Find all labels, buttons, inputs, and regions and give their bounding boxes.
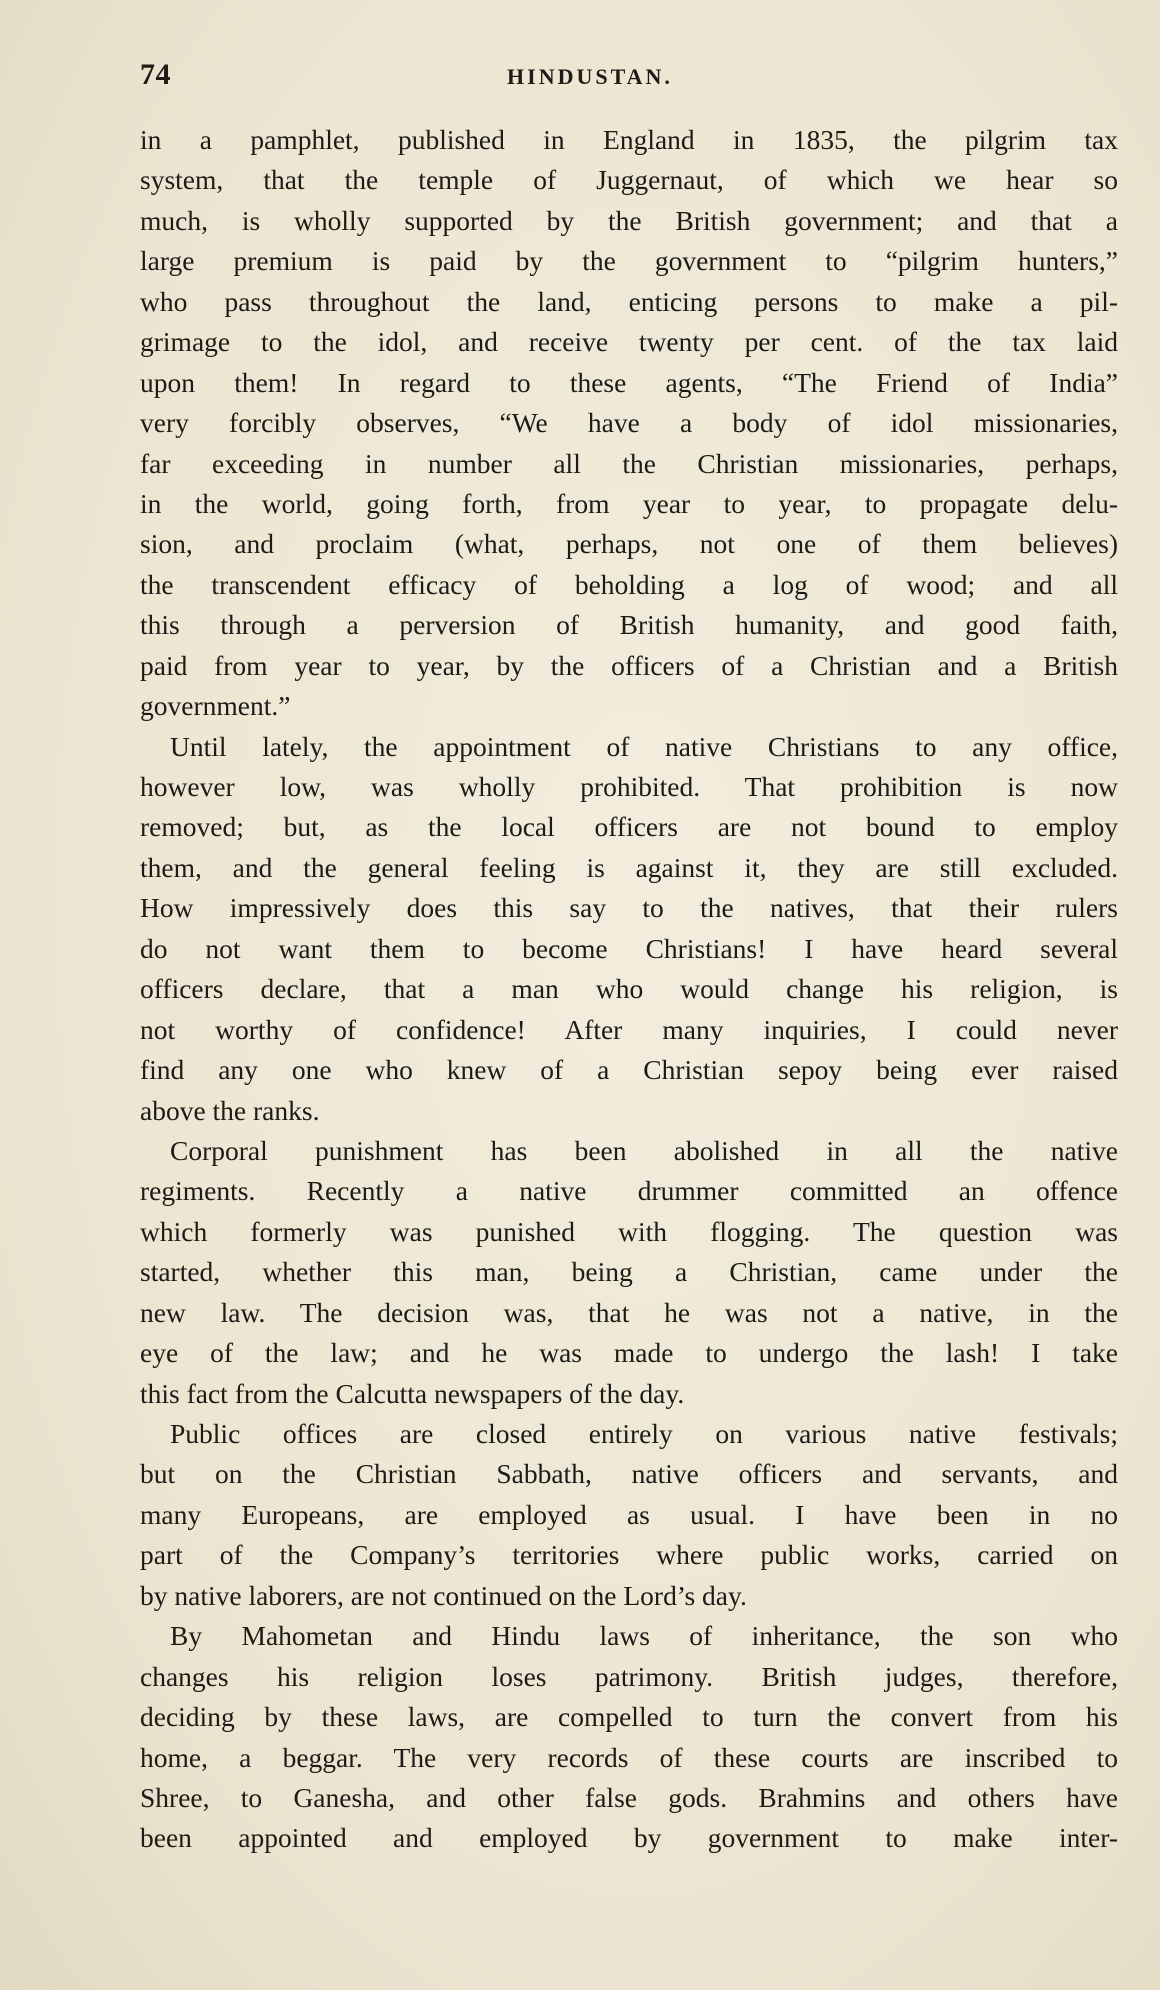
text-line: eye of the law; and he was made to undergo the lash! I take [140,1337,1118,1369]
text-line: very forcibly observes, “We have a body of idol missionaries, [140,407,1118,439]
text-line: far exceeding in number all the Christian missionaries, perhaps, [140,447,1118,479]
text-line: do not want them to become Christians! I have heard several [140,932,1118,964]
text-line: started, whether this man, being a Christian, came under the [140,1256,1118,1288]
text-line: home, a beggar. The very records of these courts are inscribed to [140,1741,1118,1773]
text-line: which formerly was punished with flogging. The question was [140,1215,1118,1247]
text-line: but on the Christian Sabbath, native officers and servants, and [140,1458,1118,1490]
text-line: above the ranks. [140,1094,320,1126]
text-line: in a pamphlet, published in England in 1835, the pilgrim tax [140,124,1118,155]
text-line: How impressively does this say to the natives, that their rulers [140,892,1118,924]
text-line: been appointed and employed by government to make inter- [140,1822,1118,1854]
body-text [140,120,1118,1859]
text-line: them, and the general feeling is against it, they are still excluded. [140,851,1118,883]
text-line: not worthy of confidence! After many inquiries, I could never [140,1013,1118,1045]
text-line: sion, and proclaim (what, perhaps, not one of them believes) [140,528,1118,560]
text-line: grimage to the idol, and receive twenty per cent. of the tax laid [140,326,1118,358]
text-line: upon them! In regard to these agents, “The Friend of India” [140,366,1118,398]
text-line: government.” [140,690,291,722]
running-head: HINDUSTAN. [507,64,673,89]
text-line: many Europeans, are employed as usual. I have been in no [140,1498,1118,1530]
text-line: much, is wholly supported by the British government; and that a [140,204,1118,236]
text-line: part of the Company’s territories where public works, carried on [140,1539,1118,1571]
text-line: new law. The decision was, that he was not a native, in the [140,1296,1118,1328]
text-line: Public offices are closed entirely on various native festivals; [170,1418,1118,1449]
text-line: deciding by these laws, are compelled to turn the convert from his [140,1701,1118,1733]
text-line: changes his religion loses patrimony. British judges, therefore, [140,1660,1118,1692]
text-line: the transcendent efficacy of beholding a log of wood; and all [140,568,1118,600]
text-line: paid from year to year, by the officers of a Christian and a British [140,649,1118,681]
text-line: in the world, going forth, from year to year, to propagate delu- [140,487,1118,519]
text-line: by native laborers, are not continued on the Lord’s day. [140,1579,747,1611]
text-line: this through a perversion of British humanity, and good faith, [140,609,1118,641]
text-line: find any one who knew of a Christian sepoy being ever raised [140,1054,1118,1086]
text-line: removed; but, as the local officers are not bound to employ [140,811,1118,843]
text-line: By Mahometan and Hindu laws of inheritance, the son who [170,1620,1118,1652]
page-number: 74 [140,58,171,91]
text-line: system, that the temple of Juggernaut, of which we hear so [140,164,1118,196]
text-line: officers declare, that a man who would change his religion, is [140,973,1118,1005]
text-line: this fact from the Calcutta newspapers of the day. [140,1377,685,1409]
page-header [140,58,1040,98]
text-line: Until lately, the appointment of native Christians to any office, [170,730,1118,762]
text-line: Shree, to Ganesha, and other false gods. Brahmins and others have [140,1781,1118,1813]
text-line: Corporal punishment has been abolished in all the native [170,1134,1118,1166]
text-line: regiments. Recently a native drummer committed an offence [140,1175,1118,1207]
text-line: however low, was wholly prohibited. That prohibition is now [140,771,1118,802]
text-line: who pass throughout the land, enticing persons to make a pil- [140,285,1118,317]
text-line: large premium is paid by the government to “pilgrim hunters,” [140,245,1118,277]
